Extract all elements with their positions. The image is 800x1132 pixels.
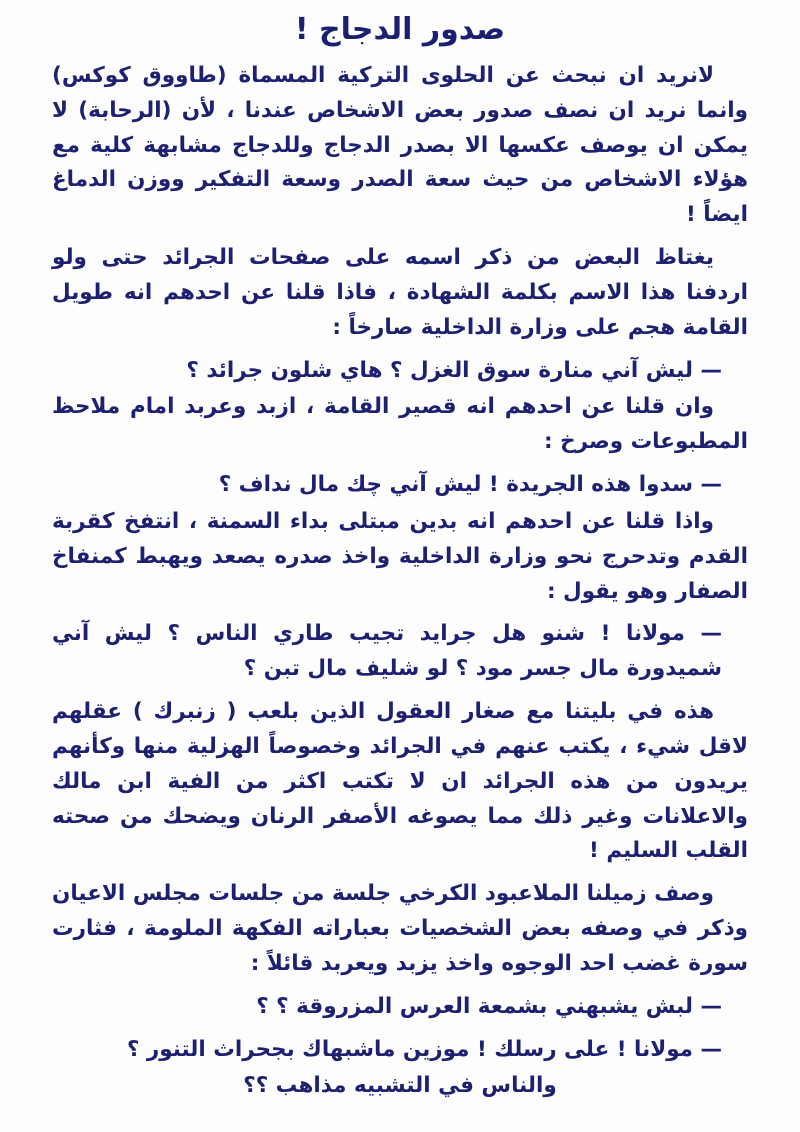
dialogue-line: — لبش يشبهني بشمعة العرس المزروقة ؟ ؟	[52, 990, 748, 1025]
paragraph: هذه في بليتنا مع صغار العقول الذين بلعب ( زنبرك ) عقلهم لاقل شيء ، يكتب عنهم في الجرائد وخصوصاً الهزلية منها وكأنهم يريدون من هذه الجرائد ان لا تكتب اكثر من الفية ابن مالك والاعلانات وغير ذلك مما يصوغه الأصفر الرنان ويضحك من صحته القلب السليم !	[52, 699, 748, 864]
dialogue-line: — مولانا ! شنو هل جرايد تجيب طاري الناس ؟ ليش آني شميدورة مال جسر مود ؟ لو شليف مال تبن ؟	[52, 617, 748, 687]
paragraph: لانريد ان نبحث عن الحلوى التركية المسماة (طاووق كوكس) وانما نريد ان نصف صدور بعض الاشخاص عندنا ، لأن (الرحابة) لا يمكن ان يوصف عكسها الا بصدر الدجاج وللدجاج مشابهة كلية مع هؤلاء الاشخاص من حيث سعة الصدر وسعة التفكير ووزن الدماغ ايضاً !	[52, 63, 748, 228]
paragraph: يغتاظ البعض من ذكر اسمه على صفحات الجرائد حتى ولو اردفنا هذا الاسم بكلمة الشهادة ، فاذا قلنا عن احدهم انه طويل القامة هجم على وزارة الداخلية صارخاً :	[52, 245, 748, 340]
article-body	[52, 59, 748, 1104]
paragraph: وان قلنا عن احدهم انه قصير القامة ، ازبد وعربد امام ملاحظ المطبوعات وصرخ :	[52, 394, 748, 455]
closing-line: والناس في التشبيه مذاهب ؟؟	[243, 1073, 557, 1099]
paragraph: واذا قلنا عن احدهم انه بدين مبتلى بداء السمنة ، انتفخ كقربة القدم وتدحرج نحو وزارة الداخلية واخذ صدره يصعد ويهبط كمنفاخ الصفار وهو يقول :	[52, 508, 748, 604]
dialogue-line: — مولانا ! على رسلك ! موزين ماشبهاك بجحراث التنور ؟	[52, 1033, 748, 1068]
paragraph: وصف زميلنا الملاعبود الكرخي جلسة من جلسات مجلس الاعيان وذكر في وصفه بعض الشخصيات بعباراته الفكهة الملومة ، فثارت سورة غضب احد الوجوه واخذ يزبد ويعربد قائلاً :	[52, 881, 748, 976]
page-title: صدور الدجاج !	[294, 12, 506, 47]
dialogue-line: — سدوا هذه الجريدة ! ليش آني چك مال نداف ؟	[52, 468, 748, 503]
dialogue-line: — ليش آني منارة سوق الغزل ؟ هاي شلون جرائد ؟	[52, 354, 748, 389]
